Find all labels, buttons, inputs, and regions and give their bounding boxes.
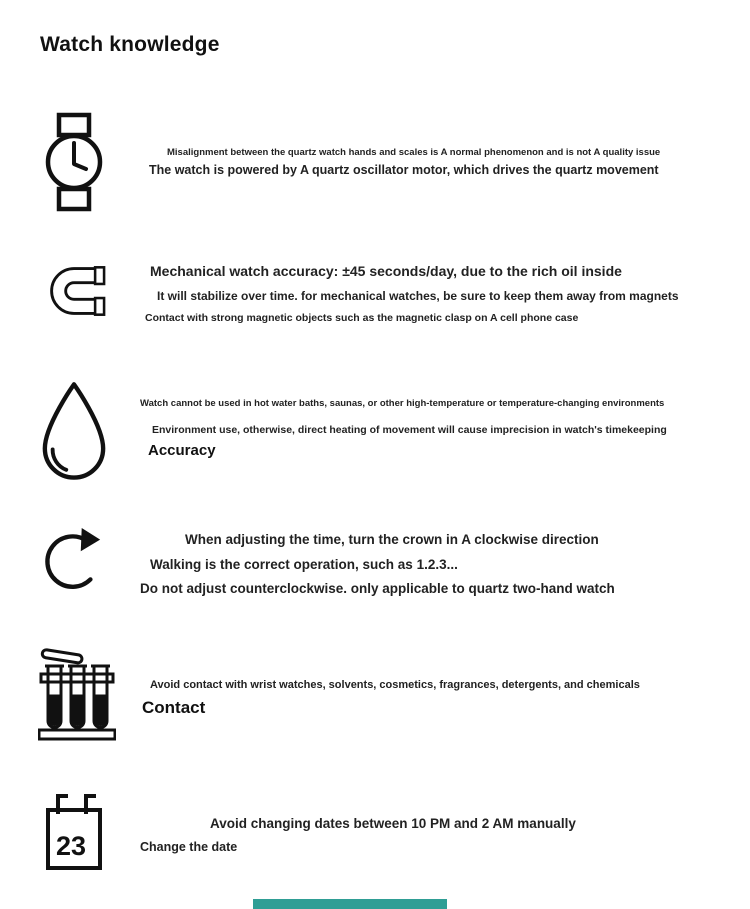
hot-water-warning-note: Watch cannot be used in hot water baths, saunas, or other high-temperature or temperature-changing environments	[140, 398, 665, 409]
test-tubes-icon	[38, 644, 116, 742]
correct-operation-note: Walking is the correct operation, such as 1.2.3...	[150, 557, 458, 572]
magnet-icon	[42, 262, 106, 320]
heat-imprecision-note: Environment use, otherwise, direct heating of movement will cause imprecision in watch's timekeeping	[152, 424, 667, 436]
counterclockwise-warning-note: Do not adjust counterclockwise. only applicable to quartz two-hand watch	[140, 581, 615, 596]
page-title: Watch knowledge	[40, 33, 220, 56]
magnet-warning-note: It will stabilize over time. for mechanical watches, be sure to keep them away from magnets	[157, 289, 679, 303]
calendar-day: 23	[55, 831, 87, 861]
mechanical-accuracy-heading: Mechanical watch accuracy: ±45 seconds/day, due to the rich oil inside	[150, 263, 622, 279]
chemical-warning-note: Avoid contact with wrist watches, solvents, cosmetics, fragrances, detergents, and chemicals	[150, 679, 640, 691]
magnet-contact-note: Contact with strong magnetic objects such as the magnetic clasp on A cell phone case	[145, 312, 579, 324]
accuracy-heading: Accuracy	[148, 442, 216, 459]
calendar-icon	[42, 792, 106, 872]
quartz-misalignment-note: Misalignment between the quartz watch hands and scales is A normal phenomenon and is not A quality issue	[167, 147, 661, 158]
bottom-accent-bar	[253, 899, 447, 909]
rotate-arrow-icon	[42, 524, 104, 596]
water-drop-icon	[40, 378, 108, 482]
quartz-movement-note: The watch is powered by A quartz oscillator motor, which drives the quartz movement	[149, 163, 659, 177]
date-change-warning-note: Avoid changing dates between 10 PM and 2 AM manually	[210, 816, 576, 831]
contact-heading: Contact	[142, 698, 206, 717]
wristwatch-icon	[42, 112, 106, 212]
change-date-heading: Change the date	[140, 840, 238, 854]
clockwise-adjust-note: When adjusting the time, turn the crown in A clockwise direction	[185, 532, 599, 547]
